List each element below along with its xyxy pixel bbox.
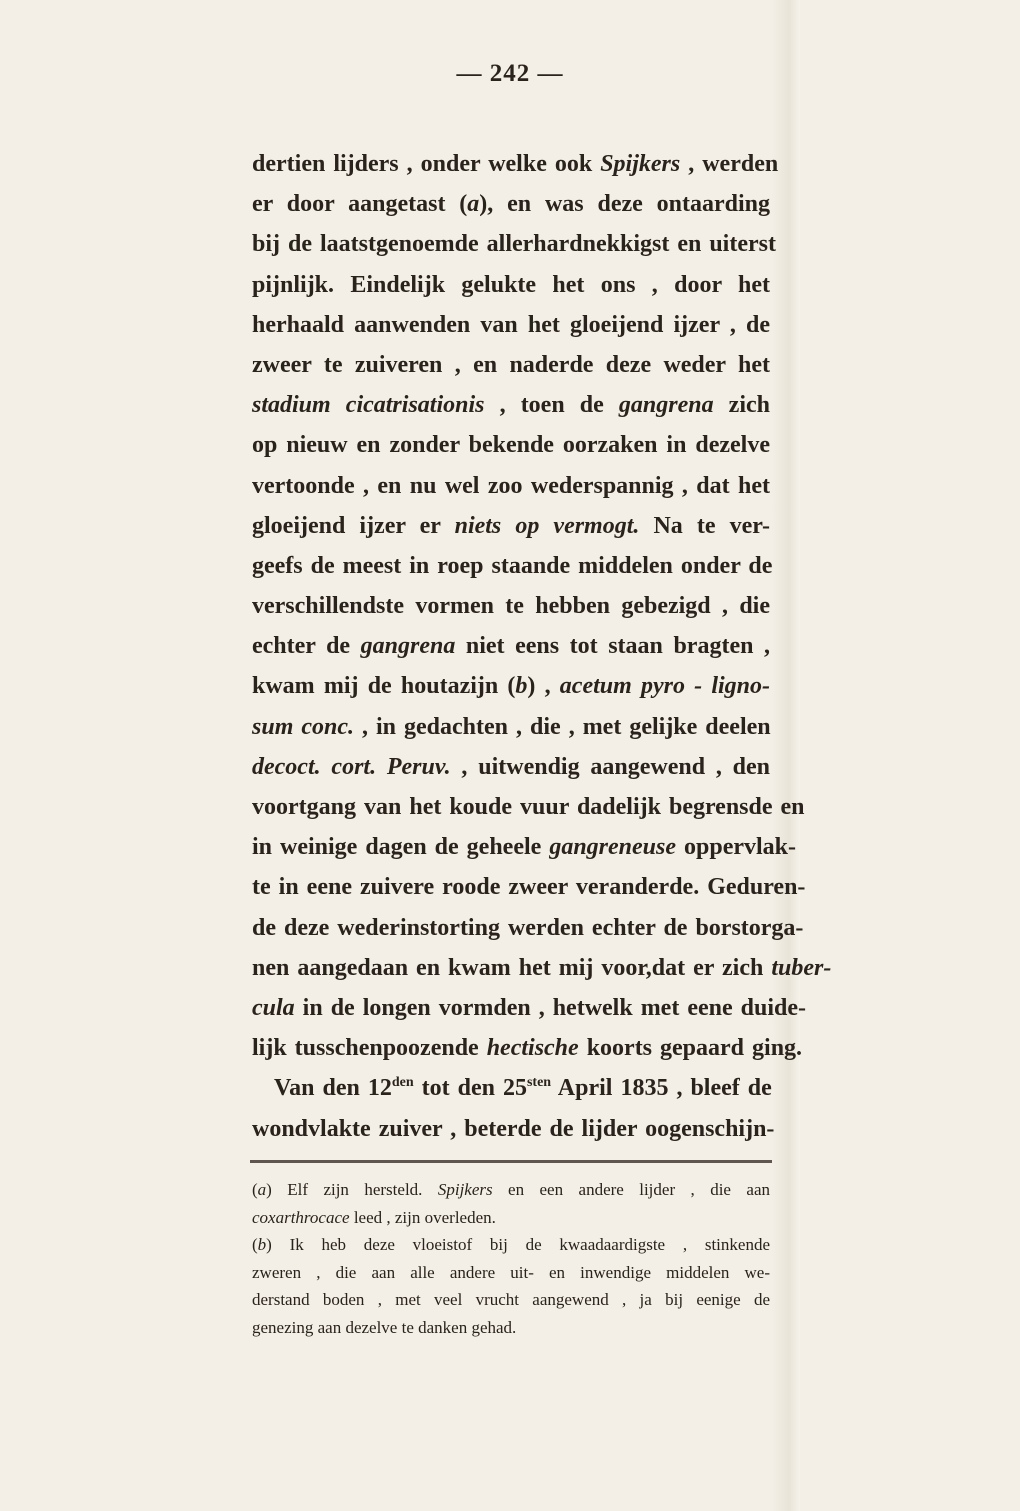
footnotes xyxy=(252,1176,770,1341)
text-segment: , in gedachten , die , met gelijke deelen xyxy=(354,713,771,740)
text-segment: zweer te zuiveren , en naderde deze weder het xyxy=(252,351,770,378)
text-segment: , uitwendig aangewend , den xyxy=(450,753,770,780)
italic-text: gangreneuse xyxy=(549,834,676,861)
text-segment: in weinige dagen de geheele xyxy=(252,834,550,861)
text-segment: ), en was deze ontaarding xyxy=(479,191,770,218)
text-line xyxy=(252,184,770,224)
italic-text: niets op vermogt. xyxy=(454,512,640,539)
superscript: den xyxy=(391,1075,414,1091)
text-line xyxy=(252,867,806,907)
text-line xyxy=(252,908,804,948)
footnote-line xyxy=(252,1314,770,1342)
text-segment: lijk tusschenpoozende xyxy=(252,1035,487,1062)
text-line xyxy=(252,1109,775,1149)
text-line xyxy=(252,586,770,626)
text-segment: er door aangetast ( xyxy=(252,191,468,218)
text-line xyxy=(252,707,770,747)
italic-text: coxarthrocace xyxy=(252,1207,350,1227)
text-segment: wondvlakte zuiver , beterde de lijder oogenschijn- xyxy=(252,1115,775,1142)
text-segment: pijnlijk. Eindelijk gelukte het ons , door het xyxy=(252,271,770,298)
footnote-line xyxy=(252,1231,770,1259)
text-segment: , werden xyxy=(680,151,779,177)
text-line xyxy=(252,747,770,787)
text-segment: kwam mij de houtazijn ( xyxy=(252,673,516,700)
page-edge xyxy=(772,0,800,1511)
text-segment: geefs de meest in roep staande middelen onder de xyxy=(252,552,773,579)
text-segment: de deze wederinstorting werden echter de borstorga- xyxy=(252,914,804,941)
text-segment: leed , zijn overleden. xyxy=(349,1207,496,1227)
text-line xyxy=(252,425,770,465)
text-segment: ( xyxy=(252,1235,258,1254)
footnote-line xyxy=(252,1176,770,1204)
text-segment: zich xyxy=(713,392,770,419)
text-segment: op nieuw en zonder bekende oorzaken in dezelve xyxy=(252,432,770,459)
text-segment: koorts gepaard ging. xyxy=(578,1035,803,1062)
italic-text: decoct. cort. Peruv. xyxy=(252,753,451,780)
italic-text: gangrena xyxy=(360,633,456,660)
italic-text: hectische xyxy=(486,1035,579,1062)
text-line xyxy=(252,787,805,827)
italic-text: stadium cicatrisationis xyxy=(252,392,485,419)
text-segment: nen aangedaan en kwam het mij voor,dat er zich xyxy=(252,954,772,981)
body-text xyxy=(252,144,832,1149)
footnote-line xyxy=(252,1259,770,1287)
italic-text: gangrena xyxy=(618,392,714,419)
text-segment: April 1835 , bleef de xyxy=(551,1075,772,1102)
text-segment: verschillendste vormen te hebben gebezigd , die xyxy=(252,593,770,620)
text-line xyxy=(252,506,770,546)
footnote-separator xyxy=(250,1160,772,1163)
text-line xyxy=(252,224,776,264)
italic-text: b xyxy=(257,1235,267,1254)
text-segment: Na te ver- xyxy=(639,512,770,539)
footnote-line xyxy=(252,1204,770,1232)
page-number: — 242 — xyxy=(456,60,564,87)
text-segment: , toen de xyxy=(484,392,619,419)
italic-text: Spijkers xyxy=(600,151,681,177)
italic-text: a xyxy=(467,191,480,218)
text-line xyxy=(252,466,770,506)
text-segment: tot den 25 xyxy=(413,1075,527,1102)
text-segment: ) Elf zijn hersteld. xyxy=(266,1180,438,1199)
text-segment: vertoonde , en nu wel zoo wederspannig , dat het xyxy=(252,472,770,499)
text-line xyxy=(252,345,770,385)
text-line xyxy=(252,144,779,184)
text-line xyxy=(252,385,770,425)
text-segment: oppervlak- xyxy=(676,834,797,861)
text-line xyxy=(252,827,797,867)
text-segment: ) Ik heb deze vloeistof bij de kwaadaardigste , stinkende xyxy=(266,1235,770,1254)
text-line xyxy=(252,1068,770,1108)
text-line xyxy=(252,546,773,586)
text-segment: derstand boden , met veel vrucht aangewend , ja bij eenige de xyxy=(252,1290,770,1309)
text-line xyxy=(252,666,770,706)
text-line xyxy=(252,305,770,345)
text-segment: ) , xyxy=(527,673,560,700)
text-segment: bij de laatstgenoemde allerhardnekkigst en uiterst xyxy=(252,231,776,258)
text-segment: te in eene zuivere roode zweer veranderde. Geduren- xyxy=(252,874,806,901)
text-line xyxy=(252,265,770,305)
text-segment: herhaald aanwenden van het gloeijend ijzer , de xyxy=(252,311,770,338)
text-segment: gloeijend ijzer er xyxy=(252,512,455,539)
text-segment: zweren , die aan alle andere uit- en inwendige middelen we- xyxy=(252,1262,770,1282)
text-segment: dertien lijders , onder welke ook xyxy=(252,151,601,177)
text-segment: en een andere lijder , die aan xyxy=(492,1180,770,1199)
text-segment: voortgang van het koude vuur dadelijk begrensde en xyxy=(252,794,805,820)
text-segment: Van den 12 xyxy=(274,1075,392,1102)
text-segment: genezing aan dezelve te danken gehad. xyxy=(252,1317,517,1337)
text-line xyxy=(252,626,770,666)
text-segment: echter de xyxy=(252,633,361,660)
superscript: sten xyxy=(526,1075,552,1091)
italic-text: b xyxy=(515,673,528,700)
italic-text: cula xyxy=(252,994,295,1021)
italic-text: sum conc. xyxy=(252,713,355,740)
text-segment: ( xyxy=(252,1180,258,1199)
italic-text: tuber- xyxy=(771,954,832,981)
text-line xyxy=(252,948,832,988)
text-segment: niet eens tot staan bragten , xyxy=(455,633,770,660)
italic-text: Spijkers xyxy=(437,1180,493,1199)
footnote-line xyxy=(252,1286,770,1314)
text-line xyxy=(252,988,806,1028)
italic-text: a xyxy=(257,1180,267,1199)
italic-text: acetum pyro - ligno- xyxy=(559,673,771,700)
text-line xyxy=(252,1028,803,1068)
text-segment: in de longen vormden , hetwelk met eene duide- xyxy=(294,994,806,1021)
